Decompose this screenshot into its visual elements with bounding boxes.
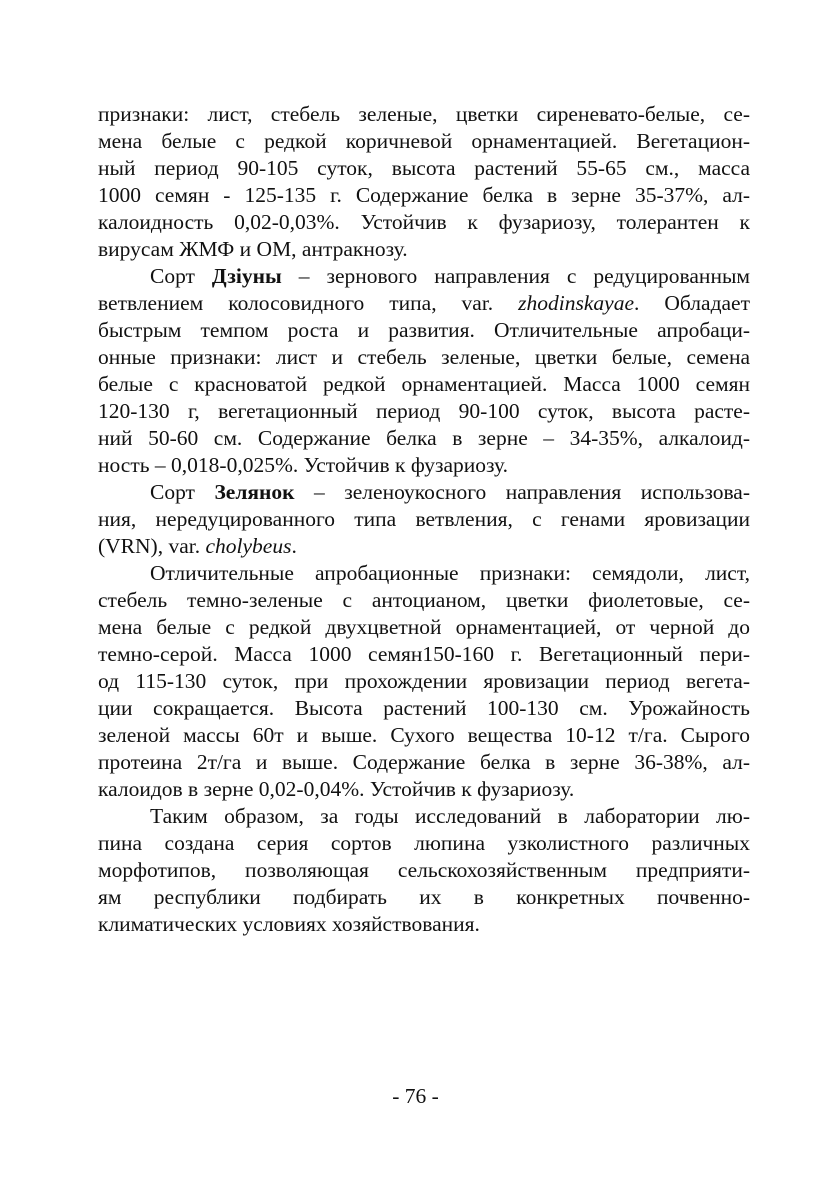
text-line: од 115-130 суток, при прохождении яровизации период вегета- (98, 669, 750, 693)
latin-var-name: zhodinskayae (518, 291, 635, 315)
text-run: . Обладает (634, 291, 750, 315)
text-line: ность – 0,018-0,025%. Устойчив к фузариозу. (98, 453, 509, 477)
text-line: белые с красноватой редкой орнаментацией. Масса 1000 семян (98, 372, 750, 396)
text-line: стебель темно-зеленые с антоцианом, цветки фиолетовые, се- (98, 588, 750, 612)
text-line: ния, нередуцированного типа ветвления, с генами яровизации (98, 507, 750, 531)
variety-name: Дзіуны (211, 264, 282, 288)
text-line: Отличительные апробационные признаки: семядоли, лист, (150, 561, 750, 585)
text-run: – зеленоукосного направления использова- (294, 480, 751, 504)
text-line: ции сокращается. Высота растений 100-130 см. Урожайность (98, 696, 750, 720)
paragraph-3 (98, 479, 750, 560)
text-line: ный период 90-105 суток, высота растений 55-65 см., масса (98, 156, 750, 180)
text-line: онные признаки: лист и стебель зеленые, цветки белые, семена (98, 345, 750, 369)
paragraph-1 (98, 101, 750, 263)
text-run: Сорт (150, 264, 212, 288)
text-line: темно-серой. Масса 1000 семян150-160 г. Вегетационный пери- (98, 642, 750, 666)
text-line: климатических условиях хозяйствования. (98, 912, 480, 936)
text-line: мена белые с редкой двухцветной орнаментацией, от черной до (98, 615, 750, 639)
text-line: морфотипов, позволяющая сельскохозяйственным предприяти- (98, 858, 750, 882)
text-line: пина создана серия сортов люпина узколистного различных (98, 831, 750, 855)
text-line: 120-130 г, вегетационный период 90-100 суток, высота расте- (98, 399, 750, 423)
text-line: зеленой массы 60т и выше. Сухого вещества 10-12 т/га. Сырого (98, 723, 750, 747)
text-line (98, 263, 750, 290)
body-text (98, 101, 750, 938)
text-line (98, 533, 750, 560)
text-run: – зернового направления с редуцированным (281, 264, 750, 288)
text-run: . (291, 534, 297, 558)
text-line (98, 290, 750, 317)
text-line: ний 50-60 см. Содержание белка в зерне – 34-35%, алкалоид- (98, 426, 750, 450)
text-run: ветвлением колосовидного типа, var. (98, 291, 519, 315)
latin-var-name: cholybeus (205, 534, 292, 558)
variety-name: Зелянок (214, 480, 295, 504)
text-line: мена белые с редкой коричневой орнаментацией. Вегетацион- (98, 129, 750, 153)
text-line: ям республики подбирать их в конкретных почвенно- (98, 885, 750, 909)
paragraph-2 (98, 263, 750, 479)
text-run: Сорт (150, 480, 215, 504)
text-line: вирусам ЖМФ и ОМ, антракнозу. (98, 237, 408, 261)
text-line: быстрым темпом роста и развития. Отличительные апробаци- (98, 318, 750, 342)
text-line: калоидов в зерне 0,02-0,04%. Устойчив к фузариозу. (98, 777, 575, 801)
text-line: Таким образом, за годы исследований в лаборатории лю- (150, 804, 750, 828)
text-line: протеина 2т/га и выше. Содержание белка в зерне 36-38%, ал- (98, 750, 750, 774)
text-line: калоидность 0,02-0,03%. Устойчив к фузариозу, толерантен к (98, 210, 750, 234)
text-run: (VRN), var. (98, 534, 206, 558)
paragraph-4 (98, 560, 750, 803)
paragraph-5 (98, 803, 750, 938)
text-line (98, 479, 750, 506)
text-line: 1000 семян - 125-135 г. Содержание белка в зерне 35-37%, ал- (98, 183, 750, 207)
page-number: - 76 - (392, 1084, 439, 1108)
text-line: признаки: лист, стебель зеленые, цветки сиреневато-белые, се- (98, 102, 750, 126)
